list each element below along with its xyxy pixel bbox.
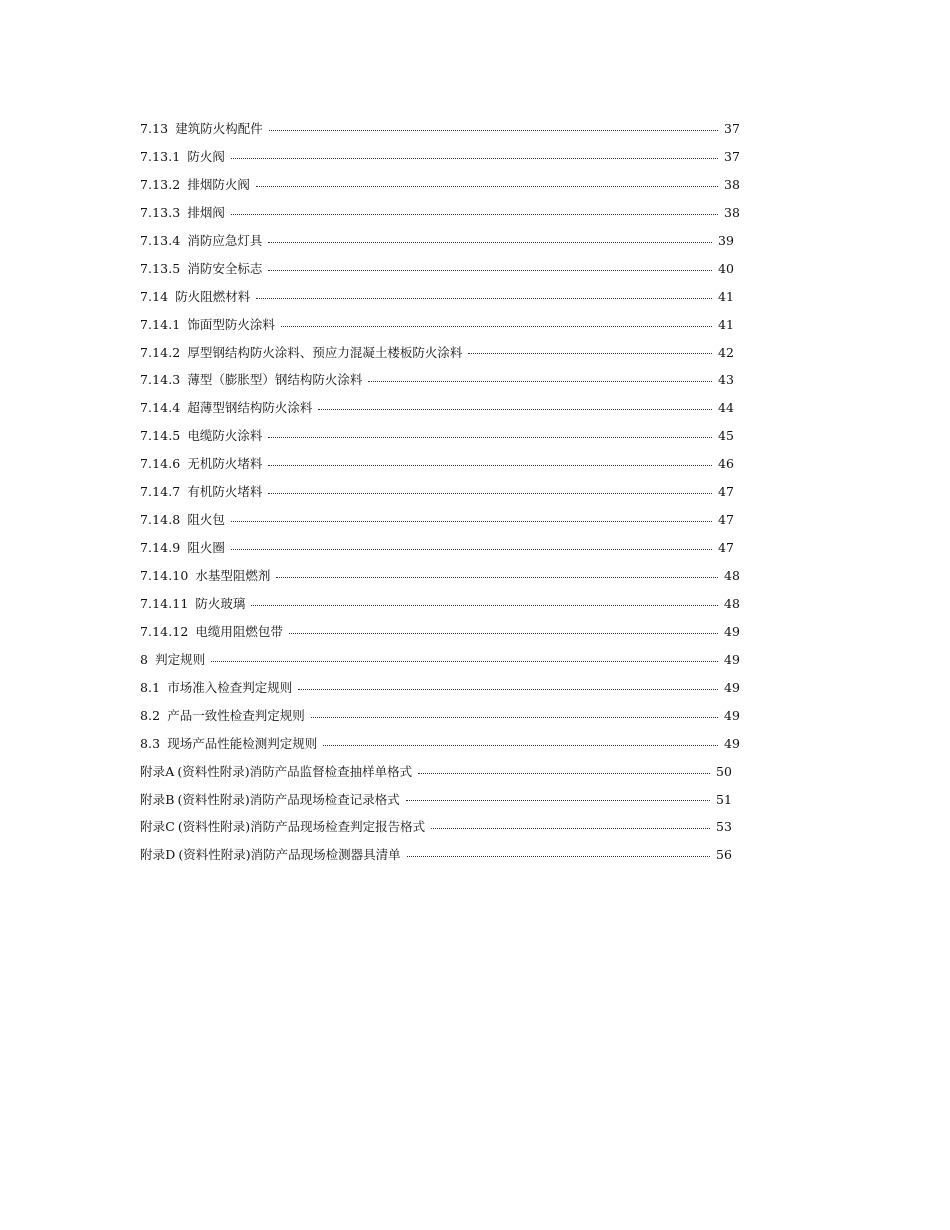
toc-entry-8-2 bbox=[140, 702, 746, 730]
toc-entry-appendix-a bbox=[140, 758, 746, 786]
toc-title: 阻火包 bbox=[187, 512, 225, 528]
toc-title: 产品一致性检查判定规则 bbox=[167, 707, 305, 723]
toc-page-number: 39 bbox=[718, 232, 734, 248]
toc-entry-appendix-c bbox=[140, 813, 746, 841]
toc-number: 7.13.2 bbox=[140, 176, 181, 192]
toc-number: 8.2 bbox=[140, 707, 161, 723]
toc-leader-dots bbox=[318, 408, 712, 410]
toc-entry-7-13-1 bbox=[140, 143, 746, 171]
toc-link[interactable] bbox=[140, 394, 740, 422]
toc-page-number: 44 bbox=[718, 400, 734, 416]
toc-page-number: 37 bbox=[724, 148, 740, 164]
toc-link[interactable] bbox=[140, 646, 746, 674]
toc-title: 超薄型钢结构防火涂料 bbox=[187, 400, 313, 416]
toc-entry-7-14-1 bbox=[140, 311, 746, 339]
toc-link[interactable] bbox=[140, 227, 740, 255]
toc-number: 7.14.2 bbox=[140, 344, 181, 360]
toc-leader-dots bbox=[231, 157, 718, 159]
toc-title: 排烟防火阀 bbox=[187, 176, 250, 192]
toc-link[interactable] bbox=[140, 674, 746, 702]
toc-leader-dots bbox=[311, 716, 718, 718]
toc-link[interactable] bbox=[140, 618, 746, 646]
toc-link[interactable] bbox=[140, 311, 740, 339]
toc-page-number: 40 bbox=[718, 260, 734, 276]
toc-leader-dots bbox=[418, 772, 710, 774]
toc-number: 8.3 bbox=[140, 735, 161, 751]
toc-entry-7-14-6 bbox=[140, 450, 746, 478]
toc-title: 水基型阻燃剂 bbox=[195, 568, 271, 583]
toc-link[interactable] bbox=[140, 339, 740, 367]
toc-link[interactable] bbox=[140, 450, 740, 478]
toc-entry-7-14-8 bbox=[140, 506, 746, 534]
table-of-contents bbox=[140, 115, 746, 869]
toc-page-number: 46 bbox=[718, 456, 734, 472]
toc-page-number: 51 bbox=[716, 791, 732, 807]
toc-leader-dots bbox=[407, 855, 710, 857]
toc-page-number: 38 bbox=[724, 176, 740, 192]
toc-leader-dots bbox=[431, 827, 710, 829]
toc-entry-7-14-2 bbox=[140, 339, 746, 367]
toc-link[interactable] bbox=[140, 478, 740, 506]
toc-title: 电缆用阻燃包带 bbox=[195, 623, 283, 639]
toc-entry-7-14-5 bbox=[140, 422, 746, 450]
toc-entry-7-14-9 bbox=[140, 534, 746, 562]
toc-link[interactable] bbox=[140, 786, 738, 814]
toc-page-number: 49 bbox=[724, 679, 740, 695]
toc-page-number: 47 bbox=[718, 484, 734, 500]
toc-entry-7-14-7 bbox=[140, 478, 746, 506]
toc-number: 8.1 bbox=[140, 679, 161, 695]
toc-entry-7-13 bbox=[140, 115, 746, 143]
toc-link[interactable] bbox=[140, 199, 746, 227]
toc-link[interactable] bbox=[140, 590, 746, 618]
toc-page-number: 48 bbox=[724, 568, 740, 583]
toc-number: 附录C bbox=[140, 819, 175, 835]
toc-page-number: 42 bbox=[718, 344, 734, 360]
toc-page-number: 50 bbox=[716, 763, 732, 779]
toc-title: 薄型（膨胀型）钢结构防火涂料 bbox=[187, 372, 363, 388]
toc-link[interactable] bbox=[140, 283, 740, 311]
toc-number: 7.14 bbox=[140, 288, 169, 304]
toc-page-number: 53 bbox=[716, 819, 732, 835]
toc-link[interactable] bbox=[140, 758, 738, 786]
toc-link[interactable] bbox=[140, 115, 746, 143]
toc-title: 电缆防火涂料 bbox=[187, 428, 263, 444]
toc-number: 7.14.9 bbox=[140, 540, 181, 556]
toc-link[interactable] bbox=[140, 562, 746, 590]
toc-entry-8-3 bbox=[140, 730, 746, 758]
toc-title: 厚型钢结构防火涂料、预应力混凝土楼板防火涂料 bbox=[187, 344, 463, 360]
toc-link[interactable] bbox=[140, 422, 740, 450]
toc-link[interactable] bbox=[140, 813, 738, 841]
toc-number: 7.14.11 bbox=[140, 595, 189, 611]
toc-title: 消防应急灯具 bbox=[187, 232, 263, 248]
toc-page-number: 49 bbox=[724, 623, 740, 639]
toc-entry-7-14-3 bbox=[140, 366, 746, 394]
toc-page-number: 49 bbox=[724, 651, 740, 667]
toc-number: 8 bbox=[140, 651, 149, 667]
toc-title: (资料性附录)消防产品监督检查抽样单格式 bbox=[177, 763, 413, 779]
toc-page-number: 49 bbox=[724, 707, 740, 723]
toc-number: 7.14.5 bbox=[140, 428, 181, 444]
toc-title: (资料性附录)消防产品现场检查判定报告格式 bbox=[177, 819, 426, 835]
toc-link[interactable] bbox=[140, 366, 740, 394]
toc-title: 防火阻燃材料 bbox=[175, 288, 251, 304]
toc-title: 现场产品性能检测判定规则 bbox=[167, 735, 318, 751]
toc-entry-8 bbox=[140, 646, 746, 674]
toc-entry-7-14 bbox=[140, 283, 746, 311]
toc-page-number: 56 bbox=[716, 847, 732, 863]
toc-title: (资料性附录)消防产品现场检测器具清单 bbox=[178, 847, 401, 863]
toc-title: 排烟阀 bbox=[187, 204, 225, 220]
toc-leader-dots bbox=[468, 352, 712, 354]
toc-page-number: 47 bbox=[718, 540, 734, 556]
toc-page-number: 37 bbox=[724, 121, 740, 136]
toc-leader-dots bbox=[268, 464, 712, 466]
toc-leader-dots bbox=[231, 213, 718, 215]
toc-entry-appendix-d bbox=[140, 841, 746, 869]
toc-link[interactable] bbox=[140, 506, 740, 534]
toc-entry-7-13-4 bbox=[140, 227, 746, 255]
toc-page-number: 47 bbox=[718, 512, 734, 528]
toc-leader-dots bbox=[268, 241, 712, 243]
toc-page-number: 43 bbox=[718, 372, 734, 388]
toc-title: 市场准入检查判定规则 bbox=[167, 679, 293, 695]
toc-link[interactable] bbox=[140, 255, 740, 283]
toc-title: 有机防火堵料 bbox=[187, 484, 263, 500]
toc-entry-7-13-5 bbox=[140, 255, 746, 283]
toc-link[interactable] bbox=[140, 171, 746, 199]
toc-entry-7-14-4 bbox=[140, 394, 746, 422]
toc-number: 附录A bbox=[140, 763, 175, 779]
toc-number: 7.13.5 bbox=[140, 260, 181, 276]
toc-leader-dots bbox=[281, 325, 712, 327]
toc-entry-7-13-2 bbox=[140, 171, 746, 199]
toc-page-number: 48 bbox=[724, 595, 740, 611]
toc-title: 防火玻璃 bbox=[195, 595, 246, 611]
toc-number: 7.13.3 bbox=[140, 204, 181, 220]
toc-page-number: 49 bbox=[724, 735, 740, 751]
toc-leader-dots bbox=[256, 185, 718, 187]
toc-number: 附录D bbox=[140, 847, 176, 863]
toc-number: 7.14.8 bbox=[140, 512, 181, 528]
toc-leader-dots bbox=[268, 269, 712, 271]
toc-title: 建筑防火构配件 bbox=[175, 121, 263, 136]
toc-leader-dots bbox=[268, 436, 712, 438]
toc-number: 7.14.10 bbox=[140, 568, 189, 583]
toc-title: 阻火圈 bbox=[187, 540, 225, 556]
toc-link[interactable] bbox=[140, 534, 740, 562]
toc-leader-dots bbox=[251, 604, 718, 606]
toc-entry-7-14-12 bbox=[140, 618, 746, 646]
toc-entry-7-13-3 bbox=[140, 199, 746, 227]
toc-entry-7-14-11 bbox=[140, 590, 746, 618]
toc-leader-dots bbox=[406, 799, 710, 801]
toc-title: 防火阀 bbox=[187, 148, 225, 164]
toc-number: 7.14.3 bbox=[140, 372, 181, 388]
toc-leader-dots bbox=[211, 660, 718, 662]
toc-number: 7.14.1 bbox=[140, 316, 181, 332]
toc-number: 7.13.1 bbox=[140, 148, 181, 164]
toc-number: 7.14.6 bbox=[140, 456, 181, 472]
toc-number: 附录B bbox=[140, 791, 175, 807]
toc-number: 7.13.4 bbox=[140, 232, 181, 248]
toc-link[interactable] bbox=[140, 702, 746, 730]
toc-title: 消防安全标志 bbox=[187, 260, 263, 276]
toc-entry-appendix-b bbox=[140, 786, 746, 814]
toc-number: 7.13 bbox=[140, 121, 169, 136]
toc-leader-dots bbox=[231, 548, 712, 550]
toc-leader-dots bbox=[269, 129, 718, 131]
toc-leader-dots bbox=[298, 688, 718, 690]
toc-leader-dots bbox=[323, 744, 718, 746]
toc-entry-7-14-10 bbox=[140, 562, 746, 590]
toc-leader-dots bbox=[256, 297, 712, 299]
toc-link[interactable] bbox=[140, 143, 746, 171]
toc-number: 7.14.12 bbox=[140, 623, 189, 639]
toc-number: 7.14.7 bbox=[140, 484, 181, 500]
toc-leader-dots bbox=[289, 632, 718, 634]
toc-leader-dots bbox=[368, 380, 712, 382]
toc-title: 饰面型防火涂料 bbox=[187, 316, 275, 332]
toc-leader-dots bbox=[276, 576, 718, 578]
toc-leader-dots bbox=[231, 520, 712, 522]
toc-leader-dots bbox=[268, 492, 712, 494]
toc-page-number: 41 bbox=[718, 316, 734, 332]
toc-title: (资料性附录)消防产品现场检查记录格式 bbox=[177, 791, 400, 807]
toc-page-number: 45 bbox=[718, 428, 734, 444]
toc-page-number: 38 bbox=[724, 204, 740, 220]
toc-link[interactable] bbox=[140, 730, 746, 758]
toc-link[interactable] bbox=[140, 841, 738, 869]
toc-number: 7.14.4 bbox=[140, 400, 181, 416]
toc-page-number: 41 bbox=[718, 288, 734, 304]
toc-title: 判定规则 bbox=[155, 651, 206, 667]
toc-entry-8-1 bbox=[140, 674, 746, 702]
toc-title: 无机防火堵料 bbox=[187, 456, 263, 472]
